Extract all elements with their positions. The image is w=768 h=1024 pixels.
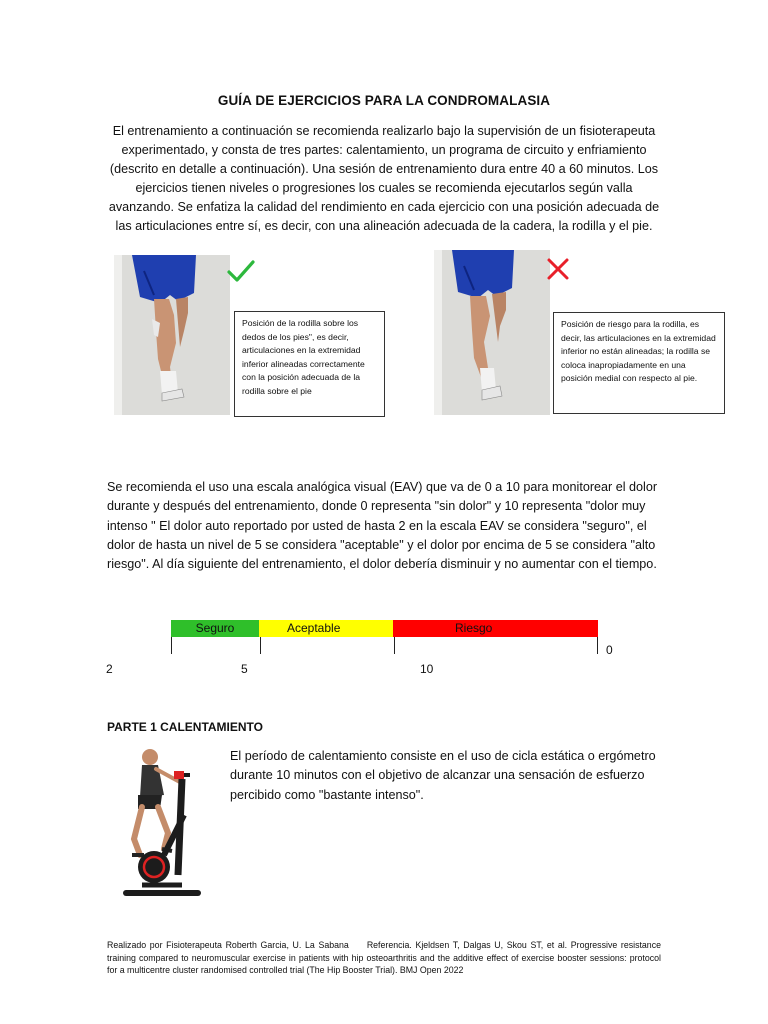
author-credit: Realizado por Fisioterapeuta Roberth Garcia, U. La Sabana — [107, 940, 349, 950]
scale-number-zero: 0 — [606, 643, 613, 657]
page-title: GUÍA DE EJERCICIOS PARA LA CONDROMALASIA — [217, 93, 551, 108]
cross-icon — [543, 256, 573, 282]
correct-knee-photo — [114, 255, 230, 415]
correct-position-caption: Posición de la rodilla sobre los dedos de los pies", es decir, articulaciones en la extremidad inferior alineadas correctamente con la posición adecuada de la rodilla sobre el pie — [234, 311, 385, 417]
warmup-paragraph: El período de calentamiento consiste en el uso de cicla estática o ergómetro durante 10 minutos con el objetivo de alcanzar una sensación de esfuerzo percibido como "bastante intenso". — [230, 749, 656, 802]
intro-paragraph: El entrenamiento a continuación se recomienda realizarlo bajo la supervisión de un fisioterapeuta experimentado, y consta de tres partes: calentamiento, un programa de circuito y enfriamiento (descrito en detalle a continuación). Una sesión de entrenamiento dura entre 40 a 60 minutos. Los ejercicios tienen niveles o progresiones los cuales se recomienda ejecutarlos según valla avanzando. Se enfatiza la calidad del rendimiento en cada ejercicio con una posición adecuada de las articulaciones entre sí, es decir, con una alineación adecuada de la cadera, la rodilla y el pie. — [108, 124, 660, 233]
scale-number-five: 5 — [241, 662, 248, 676]
check-icon — [226, 259, 256, 285]
eav-paragraph: Se recomienda el uso una escala analógica visual (EAV) que va de 0 a 10 para monitorear el dolor durante y después del entrenamiento, donde 0 representa "sin dolor" y 10 representa "dolor muy intenso " El dolor auto reportado por usted de hasta 2 en la escala EAV se considera "seguro", el dolor de hasta un nivel de 5 se considera "aceptable" y el dolor por encima de 5 se considera "alto riesgo". Al día siguiente del entrenamiento, el dolor debería disminuir y no aumentar con el tiempo. — [107, 480, 658, 572]
pain-scale-ruler — [171, 637, 598, 654]
scale-tick — [260, 637, 261, 654]
scale-segment-acceptable: Aceptable — [259, 620, 393, 637]
incorrect-knee-photo — [434, 250, 550, 415]
scale-number-two: 2 — [106, 662, 113, 676]
part1-heading: PARTE 1 CALENTAMIENTO — [107, 720, 264, 734]
footer-note — [107, 939, 661, 977]
reference-citation: Referencia. Kjeldsen T, Dalgas U, Skou ST, et al. Progressive resistance training compared to neuromuscular exercise in patients with hip osteoarthritis and the additive effect of exercise booster sessions: protocol for a multicentre cluster randomised controlled trial (The Hip Booster Trial). BMJ Open 2022 — [107, 940, 661, 975]
exercise-bike-photo — [112, 745, 220, 903]
scale-number-ten: 10 — [420, 662, 434, 676]
pain-scale-bar — [171, 620, 598, 637]
scale-tick — [394, 637, 395, 654]
scale-segment-risk: Riesgo — [393, 620, 598, 637]
incorrect-position-caption: Posición de riesgo para la rodilla, es decir, las articulaciones en la extremidad inferior no están alineadas; la rodilla se coloca inapropiadamente en una posición medial con respecto al pie. — [553, 312, 725, 414]
scale-segment-safe: Seguro — [171, 620, 259, 637]
